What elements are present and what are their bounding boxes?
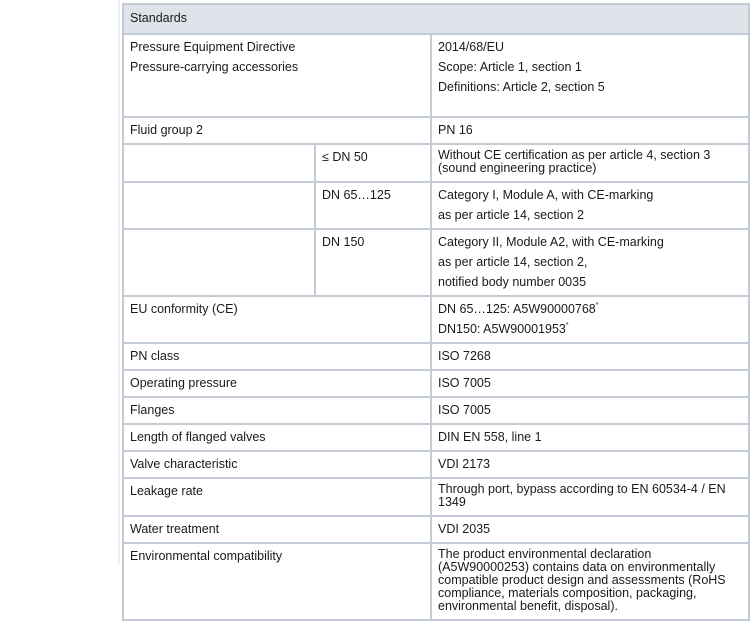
row-value: VDI 2035 (431, 516, 749, 543)
row-value: PN 16 (431, 117, 749, 144)
row-label: Length of flanged valves (123, 424, 431, 451)
row-label (123, 34, 431, 117)
conformity-number: DN 65…125: A5W90000768 (438, 302, 596, 316)
empty-cell (123, 229, 315, 296)
table-row (123, 34, 749, 117)
footnote-mark: * (565, 322, 569, 329)
empty-cell (123, 144, 315, 182)
label-line: Pressure-carrying accessories (130, 60, 299, 74)
value-line: Through port, bypass according to EN 60534-4 / EN (438, 482, 726, 496)
row-label: Fluid group 2 (123, 117, 431, 144)
standards-table (122, 3, 750, 621)
table-row (123, 343, 749, 370)
value-line (438, 319, 742, 339)
value-line: compliance, materials composition, packaging, (438, 586, 697, 600)
row-label: Operating pressure (123, 370, 431, 397)
table-row (123, 296, 749, 343)
row-value (431, 229, 749, 296)
value-line: compatible product design and assessments (RoHS (438, 573, 726, 587)
value-line: as per article 14, section 2 (438, 208, 584, 222)
row-label: Valve characteristic (123, 451, 431, 478)
table-row (123, 543, 749, 620)
row-value (431, 543, 749, 620)
row-value (431, 296, 749, 343)
empty-cell (123, 182, 315, 229)
table-row (123, 117, 749, 144)
size-cell: DN 65…125 (315, 182, 431, 229)
table-row (123, 451, 749, 478)
row-value (431, 182, 749, 229)
row-label: Water treatment (123, 516, 431, 543)
row-value (431, 34, 749, 117)
row-value: DIN EN 558, line 1 (431, 424, 749, 451)
table-row (123, 182, 749, 229)
row-label: Environmental compatibility (123, 543, 431, 620)
value-line: Category I, Module A, with CE-marking (438, 188, 654, 202)
table-row (123, 397, 749, 424)
table-header-row (123, 4, 749, 34)
table-row (123, 370, 749, 397)
table-row (123, 424, 749, 451)
value-line: as per article 14, section 2, (438, 255, 588, 269)
value-line: Scope: Article 1, section 1 (438, 60, 582, 74)
table-row (123, 229, 749, 296)
table-row (123, 478, 749, 516)
conformity-number: DN150: A5W90001953 (438, 322, 566, 336)
value-line: (sound engineering practice) (438, 161, 597, 175)
value-line: 2014/68/EU (438, 40, 505, 54)
value-line: Definitions: Article 2, section 5 (438, 80, 605, 94)
table-row (123, 144, 749, 182)
page-edge (118, 0, 120, 565)
value-line: environmental benefit, disposal). (438, 599, 618, 613)
value-line: (A5W90000253) contains data on environmentally (438, 560, 716, 574)
row-label: PN class (123, 343, 431, 370)
label-line: Pressure Equipment Directive (130, 40, 296, 54)
row-label: Leakage rate (123, 478, 431, 516)
size-cell: DN 150 (315, 229, 431, 296)
row-value (431, 478, 749, 516)
value-line: 1349 (438, 495, 466, 509)
row-value: ISO 7268 (431, 343, 749, 370)
value-line (438, 299, 742, 319)
row-label: EU conformity (CE) (123, 296, 431, 343)
row-value: ISO 7005 (431, 397, 749, 424)
table-header: Standards (123, 4, 749, 34)
value-line: The product environmental declaration (438, 547, 652, 561)
value-line: Without CE certification as per article 4, section 3 (438, 148, 711, 162)
row-label: Flanges (123, 397, 431, 424)
value-line: Category II, Module A2, with CE-marking (438, 235, 664, 249)
row-value: ISO 7005 (431, 370, 749, 397)
value-line: notified body number 0035 (438, 275, 587, 289)
row-value: VDI 2173 (431, 451, 749, 478)
footnote-mark: * (595, 302, 599, 309)
size-cell: ≤ DN 50 (315, 144, 431, 182)
table-row (123, 516, 749, 543)
row-value (431, 144, 749, 182)
